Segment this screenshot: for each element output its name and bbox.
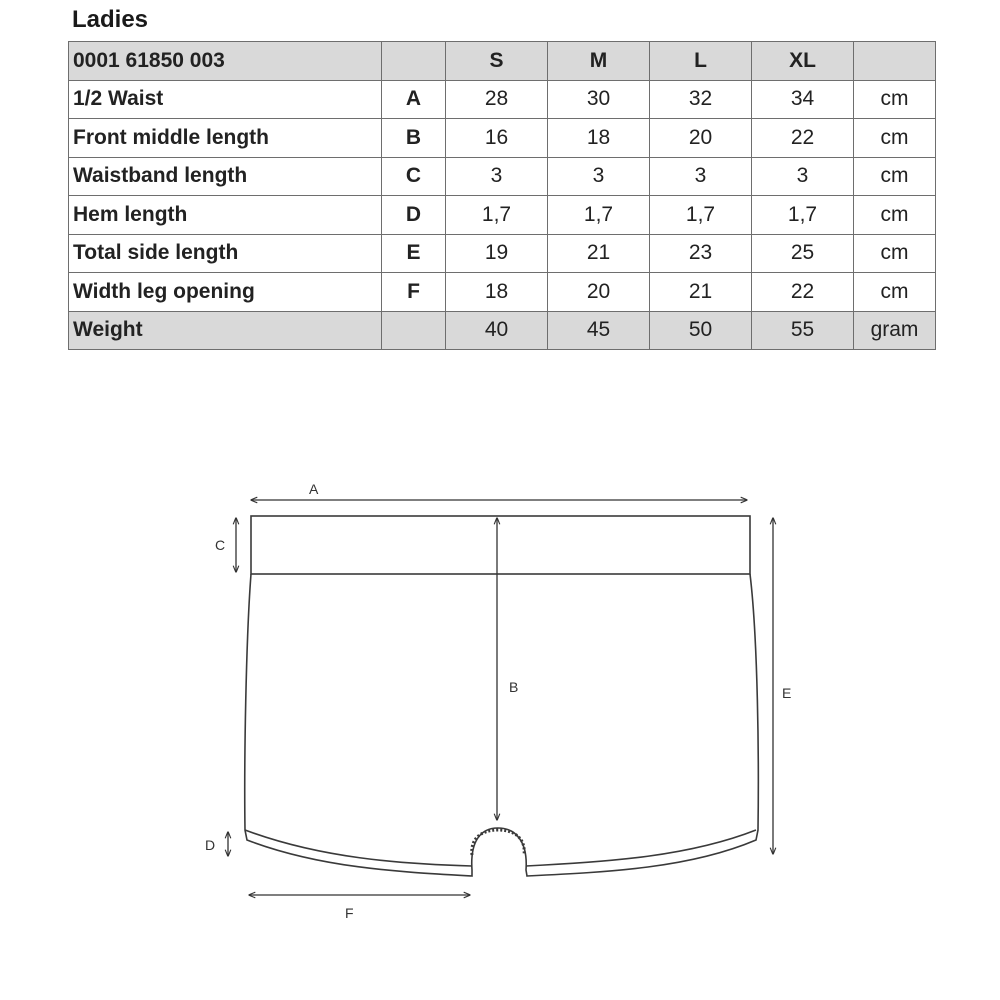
value-cell: 30 — [548, 80, 650, 119]
value-cell: 20 — [650, 119, 752, 158]
size-header-s: S — [446, 42, 548, 81]
value-cell: 34 — [752, 80, 854, 119]
value-cell: 3 — [548, 157, 650, 196]
value-cell: 3 — [752, 157, 854, 196]
size-header-l: L — [650, 42, 752, 81]
label-b: B — [509, 679, 519, 695]
weight-value-cell: 45 — [548, 311, 650, 350]
article-number: 0001 61850 003 — [69, 42, 382, 81]
label-c: C — [215, 537, 226, 553]
unit-cell: cm — [854, 119, 936, 158]
unit-cell: cm — [854, 273, 936, 312]
measurement-code: D — [382, 196, 446, 235]
weight-value-cell: 50 — [650, 311, 752, 350]
size-header-m: M — [548, 42, 650, 81]
waistband-shape — [251, 516, 750, 574]
shorts-outline — [245, 516, 759, 876]
value-cell: 22 — [752, 119, 854, 158]
unit-cell: cm — [854, 80, 936, 119]
measurement-arrows — [228, 500, 773, 895]
value-cell: 25 — [752, 234, 854, 273]
value-cell: 3 — [650, 157, 752, 196]
value-cell: 16 — [446, 119, 548, 158]
measurement-name: Hem length — [69, 196, 382, 235]
value-cell: 32 — [650, 80, 752, 119]
unit-cell: cm — [854, 157, 936, 196]
measurement-name: Total side length — [69, 234, 382, 273]
value-cell: 28 — [446, 80, 548, 119]
weight-unit-cell: gram — [854, 311, 936, 350]
label-a: A — [309, 481, 319, 497]
unit-cell: cm — [854, 196, 936, 235]
value-cell: 1,7 — [752, 196, 854, 235]
page-title: Ladies — [72, 6, 149, 33]
measurement-name: Width leg opening — [69, 273, 382, 312]
value-cell: 21 — [548, 234, 650, 273]
measurement-code: E — [382, 234, 446, 273]
value-cell: 1,7 — [446, 196, 548, 235]
size-header-xl: XL — [752, 42, 854, 81]
measurement-code: A — [382, 80, 446, 119]
measurement-code: C — [382, 157, 446, 196]
label-f: F — [345, 905, 354, 921]
crotch-stitching — [472, 830, 524, 855]
measurement-code: F — [382, 273, 446, 312]
value-cell: 21 — [650, 273, 752, 312]
label-d: D — [205, 837, 216, 853]
value-cell: 20 — [548, 273, 650, 312]
measurement-name: 1/2 Waist — [69, 80, 382, 119]
measurement-code: B — [382, 119, 446, 158]
value-cell: 23 — [650, 234, 752, 273]
weight-label: Weight — [69, 311, 382, 350]
value-cell: 18 — [548, 119, 650, 158]
measurement-name: Waistband length — [69, 157, 382, 196]
measurement-name: Front middle length — [69, 119, 382, 158]
right-hem-seam — [526, 830, 756, 866]
value-cell: 1,7 — [548, 196, 650, 235]
left-hem-seam — [245, 830, 472, 866]
weight-value-cell: 40 — [446, 311, 548, 350]
label-e: E — [782, 685, 792, 701]
value-cell: 19 — [446, 234, 548, 273]
unit-cell: cm — [854, 234, 936, 273]
value-cell: 18 — [446, 273, 548, 312]
value-cell: 3 — [446, 157, 548, 196]
value-cell: 22 — [752, 273, 854, 312]
value-cell: 1,7 — [650, 196, 752, 235]
weight-value-cell: 55 — [752, 311, 854, 350]
